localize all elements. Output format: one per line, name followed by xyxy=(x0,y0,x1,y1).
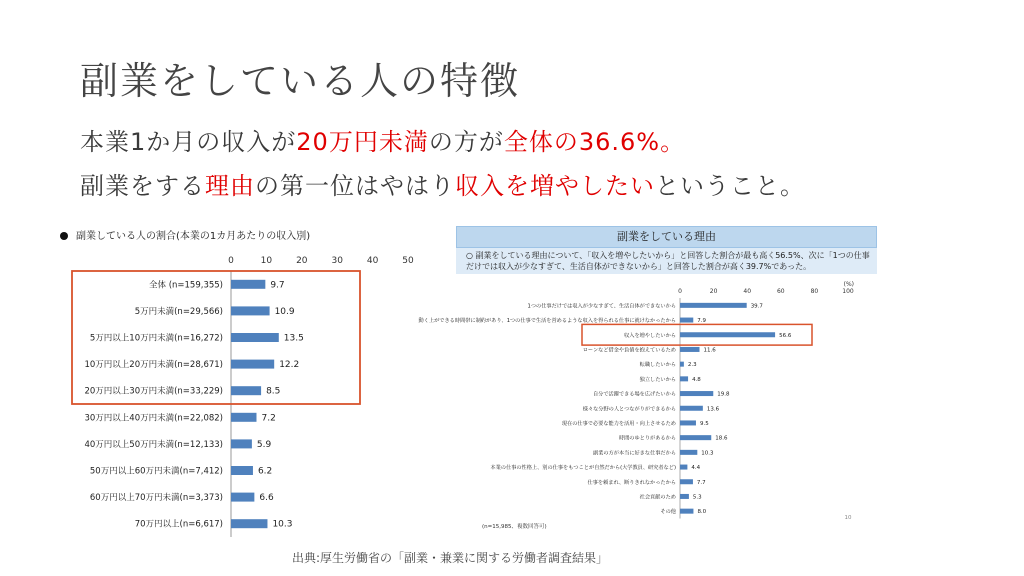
right-x-tick-label: 60 xyxy=(776,288,785,295)
right-x-tick-label: 100 xyxy=(842,288,854,295)
right-chart-description: ○ 副業をしている理由について、「収入を増やしたいから」と回答した割合が最も高く56.5%、次に「1つの仕事だけでは収入が少なすぎて、生活自体ができないから」と回答した割合が高く39.7%であった。 xyxy=(456,248,877,274)
left-bar-value-label: 10.9 xyxy=(274,306,295,317)
left-category-label: 全体 (n=159,355) xyxy=(149,280,223,291)
left-bar-value-label: 12.2 xyxy=(279,360,300,371)
right-bar-value-label: 5.3 xyxy=(692,494,702,501)
right-bar xyxy=(680,318,693,323)
right-bar-value-label: 4.8 xyxy=(692,376,701,383)
right-bar xyxy=(680,376,688,381)
right-bar xyxy=(680,435,711,440)
left-chart-title-text: 副業している人の割合(本業の1カ月あたりの収入別) xyxy=(76,231,311,242)
summary-2-part-2: 理由 xyxy=(205,172,255,200)
right-category-label: 様々な分野の人とつながりができるから xyxy=(582,406,676,413)
left-bar-value-label: 6.6 xyxy=(259,493,274,504)
right-bar-value-label: 8.0 xyxy=(697,509,707,516)
right-bar xyxy=(680,332,775,337)
right-bar xyxy=(680,391,713,396)
right-bar-value-label: 2.3 xyxy=(687,362,697,369)
left-bar-value-label: 8.5 xyxy=(266,386,281,397)
left-category-label: 50万円以上60万円未満(n=7,412) xyxy=(89,466,223,477)
right-page-number: 10 xyxy=(844,515,852,521)
right-bar-value-label: 9.5 xyxy=(699,420,709,427)
left-bar-value-label: 7.2 xyxy=(261,413,276,424)
right-bar xyxy=(680,303,747,308)
left-x-tick-label: 20 xyxy=(296,256,308,266)
right-bar-value-label: 19.8 xyxy=(717,391,730,398)
right-bar-value-label: 7.9 xyxy=(697,318,707,325)
summary-1-part-1: 本業1か月の収入が xyxy=(80,128,297,156)
left-bar-value-label: 10.3 xyxy=(272,519,293,530)
left-category-label: 60万円以上70万円未満(n=3,373) xyxy=(89,493,223,504)
right-bar xyxy=(680,362,684,367)
right-bar-value-label: 10.3 xyxy=(701,450,714,457)
right-category-label: 動く上ができる時間帯に制約があり、1つの仕事で生活を営めるような収入を得られる仕事に就けなかったから xyxy=(418,318,676,325)
right-bar xyxy=(680,509,693,514)
right-bar-value-label: 4.4 xyxy=(691,465,701,472)
left-x-tick-label: 10 xyxy=(260,256,273,266)
right-bar-value-label: 7.7 xyxy=(696,479,706,486)
right-x-tick-label: 40 xyxy=(743,288,752,295)
right-category-label: 独立したいから xyxy=(639,376,676,383)
right-bar xyxy=(680,406,703,411)
source-citation: 出典:厚生労働省の「副業・兼業に関する労働者調査結果」 xyxy=(292,551,609,565)
right-bar xyxy=(680,450,697,455)
right-category-label: 副業の方が本当に好きな仕事だから xyxy=(592,450,676,457)
right-category-label: 現在の仕事で必要な能力を活用・向上させるため xyxy=(561,420,676,427)
right-bar-value-label: 56.6 xyxy=(779,332,792,339)
left-category-label: 5万円未満(n=29,566) xyxy=(134,306,223,317)
right-category-label: 仕事を頼まれ、断りきれなかったから xyxy=(587,479,676,486)
slide-title: 副業をしている人の特徴 xyxy=(80,59,521,103)
right-x-tick-label: 80 xyxy=(810,288,819,295)
right-bar-value-label: 13.6 xyxy=(706,406,720,413)
summary-2-part-5: ということ。 xyxy=(655,172,805,200)
right-unit-label: (%) xyxy=(843,281,854,288)
left-category-label: 40万円以上50万円未満(n=12,133) xyxy=(84,439,223,450)
summary-2-part-1: 副業をする xyxy=(80,172,205,200)
right-bar xyxy=(680,479,693,484)
left-bar-value-label: 13.5 xyxy=(283,333,304,344)
right-bar xyxy=(680,494,689,499)
right-bar xyxy=(680,465,687,470)
right-category-label: 自分で活躍できる場を広げたいから xyxy=(592,391,676,398)
right-bar xyxy=(680,347,699,352)
left-category-label: 30万円以上40万円未満(n=22,082) xyxy=(84,413,223,424)
left-bar-value-label: 9.7 xyxy=(270,280,285,291)
right-bar-value-label: 18.6 xyxy=(715,435,728,442)
right-chart-note: (n=15,985、複数回答可) xyxy=(482,524,547,530)
left-x-tick-label: 0 xyxy=(228,256,234,266)
right-category-label: 1つの仕事だけでは収入が少なすぎて、生活自体ができないから xyxy=(527,303,676,310)
summary-2-part-3: の第一位はやはり xyxy=(255,172,455,200)
left-bar-value-label: 6.2 xyxy=(257,466,273,477)
left-category-label: 5万円以上10万円未満(n=16,272) xyxy=(89,333,223,344)
right-category-label: 社会貢献のため xyxy=(639,494,676,501)
right-category-label: 時間のゆとりがあるから xyxy=(618,435,676,442)
summary-2-part-4: 収入を増やしたい xyxy=(455,172,655,200)
left-bar-value-label: 5.9 xyxy=(256,439,272,450)
right-category-label: 収入を増やしたいから xyxy=(624,332,676,339)
left-category-label: 70万円以上(n=6,617) xyxy=(134,519,223,530)
right-x-tick-label: 0 xyxy=(678,288,682,295)
left-x-tick-label: 40 xyxy=(366,256,379,266)
summary-1-part-3: の方が xyxy=(428,128,504,156)
left-category-label: 20万円以上30万円未満(n=33,229) xyxy=(84,386,223,397)
right-x-tick-label: 20 xyxy=(709,288,718,295)
summary-1-part-4: 全体の36.6%。 xyxy=(503,128,686,156)
left-x-tick-label: 50 xyxy=(402,256,414,266)
right-category-label: その他 xyxy=(660,509,676,516)
right-bar xyxy=(680,420,696,425)
right-bar-value-label: 11.6 xyxy=(703,347,716,354)
right-bar-value-label: 39.7 xyxy=(750,303,763,310)
right-category-label: ローンなど借金や負債を抱えているため xyxy=(582,347,676,354)
left-category-label: 10万円以上20万円未満(n=28,671) xyxy=(84,360,223,371)
right-chart-title: 副業をしている理由 xyxy=(456,226,877,248)
right-category-label: 本業の仕事の性格上、別の仕事をもつことが自然だから(大学教員、研究者など) xyxy=(490,465,676,472)
summary-1-part-2: 20万円未満 xyxy=(296,128,429,156)
left-x-tick-label: 30 xyxy=(331,256,343,266)
right-category-label: 転職したいから xyxy=(639,362,676,369)
